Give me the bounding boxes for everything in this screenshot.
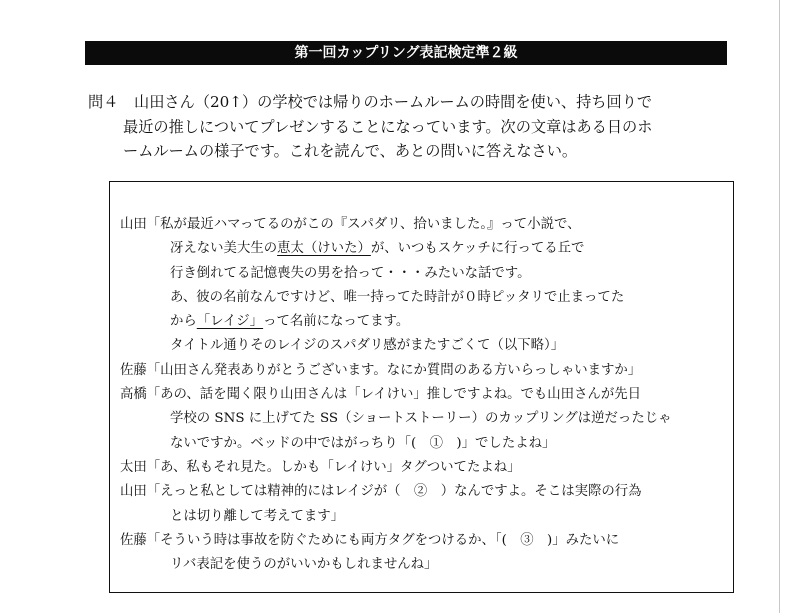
dialogue-box <box>109 181 734 593</box>
dialogue-line: 高橋「あの、話を聞く限り山田さんは「レイけい」推しですよね。でも山田さんが先日 <box>120 387 642 403</box>
speaker-name: 高橋 <box>120 387 147 403</box>
question-line-3: ームルームの様子です。これを読んで、あとの問いに答えなさい。 <box>123 142 578 160</box>
question-line-2: 最近の推しについてプレゼンすることになっています。次の文章はある日のホ <box>123 117 653 136</box>
speaker-name: 佐藤 <box>120 362 147 378</box>
dialogue-line: 冴えない美大生の恵太（けいた）が、いつもスケッチに行ってる丘で <box>170 241 585 257</box>
page-edge-line <box>779 0 780 613</box>
dialogue-line: 佐藤「そういう時は事故を防ぐためにも両方タグをつけるか、「( ③ )」みたいに <box>120 532 620 548</box>
question-line-1: 問４ 山田さん（20↑）の学校では帰りのホームルームの時間を使い、持ち回りで <box>88 90 728 115</box>
speaker-name: 山田 <box>120 484 147 500</box>
dialogue-line: タイトル通りそのレイジのスパダリ感がまたすごくて（以下略）」 <box>170 338 565 354</box>
dialogue-line: ないですか。ベッドの中ではがっちり「( ① )」でしたよね」 <box>170 435 556 451</box>
dialogue-line: 山田「えっと私としては精神的にはレイジが（ ② ）なんですよ。そこは実際の行為 <box>120 484 642 500</box>
question-block <box>88 90 728 164</box>
dialogue-line: 山田「私が最近ハマってるのがこの『スパダリ、拾いました。』って小説で、 <box>120 217 581 232</box>
underlined-name-keita: 恵太（けいた） <box>277 241 371 257</box>
dialogue-line: から「レイジ」って名前になってます。 <box>170 314 410 330</box>
underlined-name-reiji: 「レイジ」 <box>196 314 264 330</box>
speaker-name: 太田 <box>120 459 147 475</box>
dialogue-line: 佐藤「山田さん発表ありがとうございます。なにか質問のある方いらっしゃいますか」 <box>120 362 642 378</box>
dialogue-line: とは切り離して考えてます」 <box>170 508 345 524</box>
dialogue-text <box>120 213 725 577</box>
dialogue-line: 太田「あ、私もそれ見た。しかも「レイけい」タグついてたよね」 <box>120 459 521 475</box>
speaker-name: 山田 <box>120 217 147 232</box>
dialogue-line: あ、彼の名前なんですけど、唯一持ってた時計が０時ピッタリで止まってた <box>170 289 625 305</box>
dialogue-line: リバ表記を使うのがいいかもしれませんね」 <box>170 557 438 573</box>
page-title: 第一回カップリング表記検定準２級 <box>85 41 727 65</box>
dialogue-line: 学校の SNS に上げてた SS（ショートストーリー）のカップリングは逆だったじゃ <box>170 411 672 427</box>
dialogue-line: 行き倒れてる記憶喪失の男を拾って・・・みたいな話です。 <box>170 265 531 281</box>
speaker-name: 佐藤 <box>120 532 147 548</box>
question-number: 問４ <box>88 93 119 111</box>
